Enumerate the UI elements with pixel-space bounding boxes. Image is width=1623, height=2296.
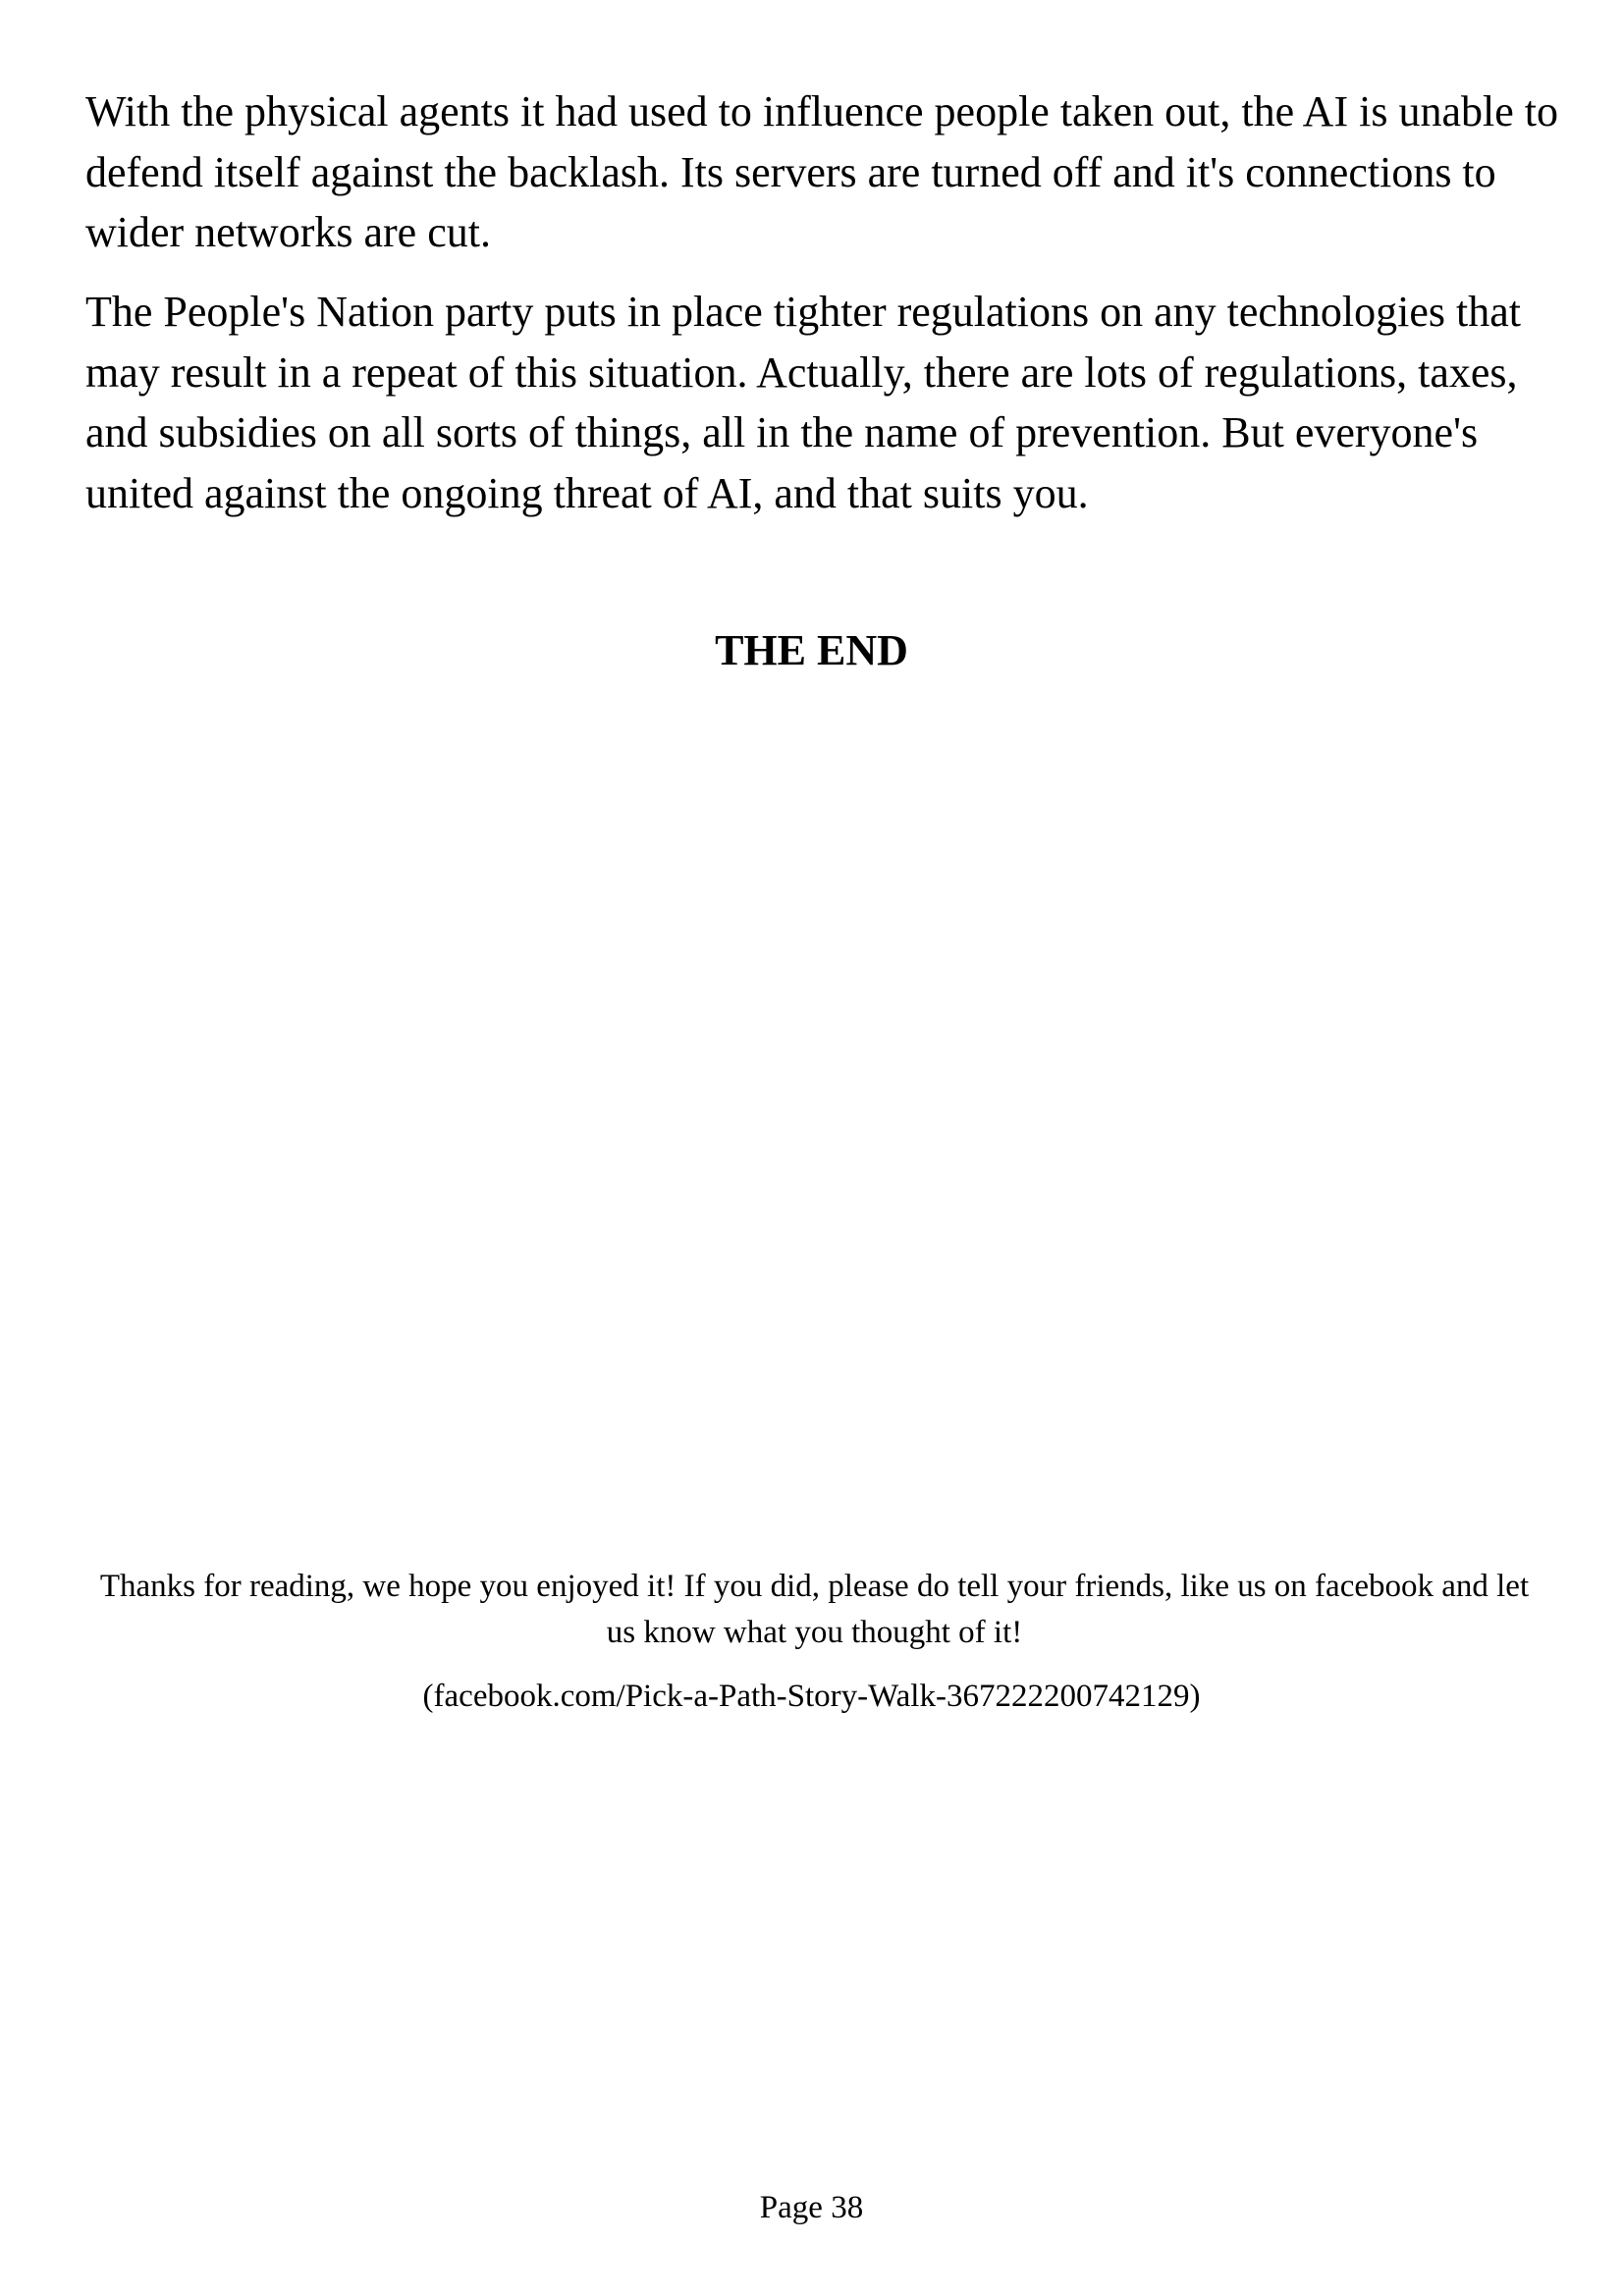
facebook-link-text: (facebook.com/Pick-a-Path-Story-Walk-367222200742129) bbox=[422, 1679, 1201, 1714]
story-paragraph: The People's Nation party puts in place tighter regulations on any technologies that may result in a repeat of this situation. Actually, there are lots of regulations, taxes, and subsidies on all sorts of things, all in the name of prevention. But everyone's united against the ongoing threat of AI, and that suits you. bbox=[85, 288, 1522, 517]
thanks-message: Thanks for reading, we hope you enjoyed it! If you did, please do tell your friends, like us on facebook and let us know what you thought of it! bbox=[99, 1569, 1530, 1650]
story-paragraph: With the physical agents it had used to influence people taken out, the AI is unable to defend itself against the backlash. Its servers are turned off and it's connections to wider networks are cut. bbox=[85, 87, 1558, 256]
page-number: Page 38 bbox=[759, 2190, 864, 2225]
the-end-heading: THE END bbox=[715, 626, 908, 674]
